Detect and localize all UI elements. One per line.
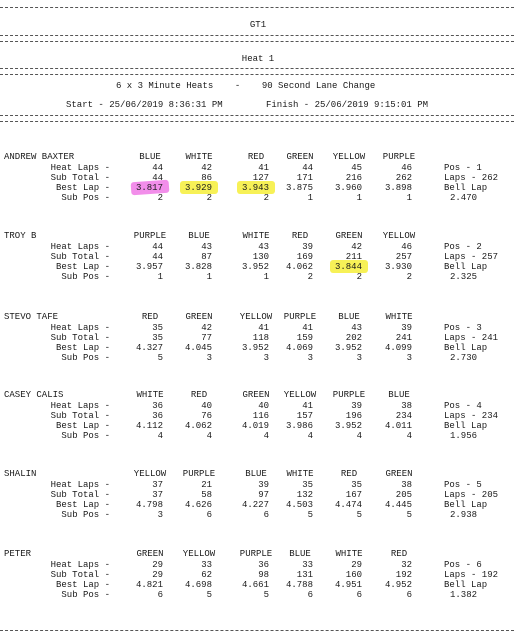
bell-lap-label: Bell Lap bbox=[444, 500, 488, 510]
cell-value: 97 bbox=[258, 490, 269, 500]
driver-name: CASEY CALIS bbox=[4, 390, 64, 400]
cell-value: 3.957 bbox=[135, 262, 163, 272]
row-label: Best Lap - bbox=[55, 183, 110, 193]
cell-value: 4 bbox=[356, 431, 362, 441]
row-label: Sub Pos - bbox=[61, 353, 110, 363]
cell-value: 29 bbox=[351, 560, 362, 570]
heat-title: Heat 1 bbox=[241, 54, 275, 64]
cell-value: 3.952 bbox=[334, 421, 362, 431]
cell-value: 167 bbox=[345, 490, 362, 500]
cell-value: 41 bbox=[258, 323, 269, 333]
lane-header: YELLOW bbox=[332, 152, 366, 162]
bell-lap-value: 2.730 bbox=[450, 353, 478, 363]
cell-value: 86 bbox=[201, 173, 212, 183]
cell-value: 3 bbox=[157, 510, 163, 520]
lane-header: BLUE bbox=[388, 390, 410, 400]
cell-value: 35 bbox=[152, 333, 163, 343]
bell-lap-label: Bell Lap bbox=[444, 343, 488, 353]
cell-value: 169 bbox=[296, 252, 313, 262]
row-label: Heat Laps - bbox=[50, 242, 110, 252]
lane-header: BLUE bbox=[245, 469, 267, 479]
cell-value: 2 bbox=[206, 193, 212, 203]
rule bbox=[0, 68, 514, 69]
row-label: Heat Laps - bbox=[50, 401, 110, 411]
driver-name: TROY B bbox=[4, 231, 37, 241]
cell-value: 2 bbox=[157, 193, 163, 203]
row-label: Sub Pos - bbox=[61, 193, 110, 203]
position: Pos - 4 bbox=[444, 401, 482, 411]
cell-value: 42 bbox=[201, 163, 212, 173]
lane-header: RED bbox=[291, 231, 309, 241]
cell-value: 4.626 bbox=[184, 500, 212, 510]
cell-value: 132 bbox=[296, 490, 313, 500]
cell-value: 3.828 bbox=[184, 262, 212, 272]
lane-header: YELLOW bbox=[283, 390, 317, 400]
cell-value: 6 bbox=[307, 590, 313, 600]
cell-value: 3.929 bbox=[184, 183, 212, 193]
bell-lap-label: Bell Lap bbox=[444, 421, 488, 431]
cell-value: 131 bbox=[296, 570, 313, 580]
cell-value: 3.875 bbox=[285, 183, 313, 193]
rule bbox=[0, 115, 514, 116]
cell-value: 40 bbox=[201, 401, 212, 411]
cell-value: 5 bbox=[307, 510, 313, 520]
lane-header: PURPLE bbox=[182, 469, 216, 479]
lane-header: PURPLE bbox=[382, 152, 416, 162]
cell-value: 211 bbox=[345, 252, 362, 262]
cell-value: 4.952 bbox=[384, 580, 412, 590]
total-laps: Laps - 241 bbox=[444, 333, 499, 343]
lane-header: BLUE bbox=[289, 549, 311, 559]
row-label: Heat Laps - bbox=[50, 480, 110, 490]
cell-value: 3 bbox=[356, 353, 362, 363]
cell-value: 42 bbox=[351, 242, 362, 252]
lane-header: PURPLE bbox=[283, 312, 317, 322]
lane-header: GREEN bbox=[385, 469, 413, 479]
cell-value: 160 bbox=[345, 570, 362, 580]
lane-header: RED bbox=[340, 469, 358, 479]
cell-value: 192 bbox=[395, 570, 412, 580]
lane-header: PURPLE bbox=[239, 549, 273, 559]
lane-header: BLUE bbox=[139, 152, 161, 162]
lane-header: YELLOW bbox=[182, 549, 216, 559]
lane-header: WHITE bbox=[136, 390, 164, 400]
bell-lap-value: 2.938 bbox=[450, 510, 478, 520]
cell-value: 4.445 bbox=[384, 500, 412, 510]
cell-value: 118 bbox=[252, 333, 269, 343]
lane-header: BLUE bbox=[188, 231, 210, 241]
lane-header: PURPLE bbox=[332, 390, 366, 400]
cell-value: 6 bbox=[406, 590, 412, 600]
cell-value: 196 bbox=[345, 411, 362, 421]
cell-value: 116 bbox=[252, 411, 269, 421]
row-label: Sub Pos - bbox=[61, 431, 110, 441]
cell-value: 3.898 bbox=[384, 183, 412, 193]
cell-value: 1 bbox=[263, 272, 269, 282]
cell-value: 6 bbox=[157, 590, 163, 600]
cell-value: 3.960 bbox=[334, 183, 362, 193]
cell-value: 2 bbox=[263, 193, 269, 203]
cell-value: 44 bbox=[152, 252, 163, 262]
cell-value: 257 bbox=[395, 252, 412, 262]
cell-value: 262 bbox=[395, 173, 412, 183]
cell-value: 4.099 bbox=[384, 343, 412, 353]
cell-value: 35 bbox=[351, 480, 362, 490]
cell-value: 130 bbox=[252, 252, 269, 262]
cell-value: 5 bbox=[406, 510, 412, 520]
row-label: Sub Total - bbox=[50, 173, 110, 183]
cell-value: 37 bbox=[152, 490, 163, 500]
cell-value: 1 bbox=[157, 272, 163, 282]
cell-value: 4.474 bbox=[334, 500, 362, 510]
lane-header: WHITE bbox=[286, 469, 314, 479]
cell-value: 41 bbox=[302, 323, 313, 333]
driver-name: SHALIN bbox=[4, 469, 37, 479]
lane-header: RED bbox=[141, 312, 159, 322]
position: Pos - 1 bbox=[444, 163, 482, 173]
lane-header: PURPLE bbox=[133, 231, 167, 241]
cell-value: 159 bbox=[296, 333, 313, 343]
cell-value: 4.503 bbox=[285, 500, 313, 510]
cell-value: 4.011 bbox=[384, 421, 412, 431]
cell-value: 36 bbox=[258, 560, 269, 570]
bell-lap-label: Bell Lap bbox=[444, 580, 488, 590]
lane-header: WHITE bbox=[242, 231, 270, 241]
cell-value: 1 bbox=[307, 193, 313, 203]
cell-value: 33 bbox=[201, 560, 212, 570]
cell-value: 4.951 bbox=[334, 580, 362, 590]
bell-lap-value: 1.382 bbox=[450, 590, 478, 600]
cell-value: 33 bbox=[302, 560, 313, 570]
cell-value: 4.661 bbox=[241, 580, 269, 590]
cell-value: 1 bbox=[206, 272, 212, 282]
cell-value: 44 bbox=[152, 163, 163, 173]
row-label: Best Lap - bbox=[55, 421, 110, 431]
cell-value: 4.821 bbox=[135, 580, 163, 590]
cell-value: 43 bbox=[351, 323, 362, 333]
cell-value: 36 bbox=[152, 401, 163, 411]
cell-value: 39 bbox=[351, 401, 362, 411]
cell-value: 21 bbox=[201, 480, 212, 490]
lane-header: GREEN bbox=[185, 312, 213, 322]
cell-value: 3.952 bbox=[334, 343, 362, 353]
cell-value: 234 bbox=[395, 411, 412, 421]
cell-value: 46 bbox=[401, 242, 412, 252]
rule bbox=[0, 121, 514, 122]
total-laps: Laps - 205 bbox=[444, 490, 499, 500]
cell-value: 157 bbox=[296, 411, 313, 421]
cell-value: 2 bbox=[307, 272, 313, 282]
lane-header: GREEN bbox=[242, 390, 270, 400]
cell-value: 216 bbox=[345, 173, 362, 183]
bell-lap-value: 1.956 bbox=[450, 431, 478, 441]
cell-value: 205 bbox=[395, 490, 412, 500]
cell-value: 3.817 bbox=[135, 183, 163, 193]
row-label: Best Lap - bbox=[55, 580, 110, 590]
lane-header: YELLOW bbox=[382, 231, 416, 241]
lane-header: GREEN bbox=[335, 231, 363, 241]
cell-value: 5 bbox=[356, 510, 362, 520]
lane-header: RED bbox=[247, 152, 265, 162]
heat-format: 6 x 3 Minute Heats - 90 Second Lane Change bbox=[116, 81, 376, 91]
cell-value: 3.844 bbox=[334, 262, 362, 272]
cell-value: 29 bbox=[152, 560, 163, 570]
total-laps: Laps - 257 bbox=[444, 252, 499, 262]
cell-value: 39 bbox=[302, 242, 313, 252]
cell-value: 4.062 bbox=[184, 421, 212, 431]
lane-header: YELLOW bbox=[133, 469, 167, 479]
cell-value: 3.930 bbox=[384, 262, 412, 272]
lane-header: RED bbox=[390, 549, 408, 559]
cell-value: 5 bbox=[263, 590, 269, 600]
cell-value: 241 bbox=[395, 333, 412, 343]
lane-header: WHITE bbox=[335, 549, 363, 559]
cell-value: 4.788 bbox=[285, 580, 313, 590]
cell-value: 4.227 bbox=[241, 500, 269, 510]
row-label: Heat Laps - bbox=[50, 323, 110, 333]
cell-value: 3.986 bbox=[285, 421, 313, 431]
cell-value: 77 bbox=[201, 333, 212, 343]
cell-value: 202 bbox=[345, 333, 362, 343]
row-label: Sub Total - bbox=[50, 490, 110, 500]
bell-lap-value: 2.325 bbox=[450, 272, 478, 282]
cell-value: 4 bbox=[263, 431, 269, 441]
cell-value: 4.327 bbox=[135, 343, 163, 353]
lane-header: BLUE bbox=[338, 312, 360, 322]
bottom-rule bbox=[0, 630, 514, 631]
cell-value: 38 bbox=[401, 480, 412, 490]
cell-value: 41 bbox=[258, 163, 269, 173]
lane-header: GREEN bbox=[286, 152, 314, 162]
cell-value: 4.069 bbox=[285, 343, 313, 353]
cell-value: 5 bbox=[206, 590, 212, 600]
driver-name: PETER bbox=[4, 549, 32, 559]
bell-lap-label: Bell Lap bbox=[444, 262, 488, 272]
top-rule bbox=[0, 7, 514, 8]
cell-value: 5 bbox=[157, 353, 163, 363]
cell-value: 127 bbox=[252, 173, 269, 183]
cell-value: 41 bbox=[302, 401, 313, 411]
lane-header: YELLOW bbox=[239, 312, 273, 322]
position: Pos - 3 bbox=[444, 323, 482, 333]
row-label: Sub Total - bbox=[50, 333, 110, 343]
cell-value: 87 bbox=[201, 252, 212, 262]
row-label: Best Lap - bbox=[55, 343, 110, 353]
cell-value: 37 bbox=[152, 480, 163, 490]
lane-header: RED bbox=[190, 390, 208, 400]
cell-value: 3.952 bbox=[241, 262, 269, 272]
cell-value: 35 bbox=[302, 480, 313, 490]
cell-value: 1 bbox=[406, 193, 412, 203]
cell-value: 4.019 bbox=[241, 421, 269, 431]
cell-value: 171 bbox=[296, 173, 313, 183]
cell-value: 36 bbox=[152, 411, 163, 421]
cell-value: 4.698 bbox=[184, 580, 212, 590]
cell-value: 38 bbox=[401, 401, 412, 411]
cell-value: 6 bbox=[206, 510, 212, 520]
row-label: Sub Pos - bbox=[61, 272, 110, 282]
driver-name: ANDREW BAXTER bbox=[4, 152, 75, 162]
lane-header: WHITE bbox=[185, 152, 213, 162]
cell-value: 3 bbox=[206, 353, 212, 363]
cell-value: 39 bbox=[258, 480, 269, 490]
bell-lap-label: Bell Lap bbox=[444, 183, 488, 193]
cell-value: 35 bbox=[152, 323, 163, 333]
cell-value: 3 bbox=[406, 353, 412, 363]
cell-value: 3.943 bbox=[241, 183, 269, 193]
cell-value: 4 bbox=[157, 431, 163, 441]
lane-header: WHITE bbox=[385, 312, 413, 322]
cell-value: 45 bbox=[351, 163, 362, 173]
page-title: GT1 bbox=[249, 20, 267, 30]
driver-name: STEVO TAFE bbox=[4, 312, 59, 322]
row-label: Heat Laps - bbox=[50, 163, 110, 173]
rule bbox=[0, 35, 514, 36]
cell-value: 3 bbox=[307, 353, 313, 363]
cell-value: 2 bbox=[406, 272, 412, 282]
row-label: Sub Total - bbox=[50, 411, 110, 421]
rule bbox=[0, 74, 514, 75]
cell-value: 44 bbox=[302, 163, 313, 173]
cell-value: 43 bbox=[201, 242, 212, 252]
cell-value: 58 bbox=[201, 490, 212, 500]
cell-value: 6 bbox=[356, 590, 362, 600]
row-label: Best Lap - bbox=[55, 262, 110, 272]
cell-value: 39 bbox=[401, 323, 412, 333]
position: Pos - 6 bbox=[444, 560, 482, 570]
row-label: Heat Laps - bbox=[50, 560, 110, 570]
cell-value: 44 bbox=[152, 242, 163, 252]
bell-lap-value: 2.470 bbox=[450, 193, 478, 203]
cell-value: 4 bbox=[307, 431, 313, 441]
cell-value: 3 bbox=[263, 353, 269, 363]
cell-value: 1 bbox=[356, 193, 362, 203]
total-laps: Laps - 234 bbox=[444, 411, 499, 421]
finish-time: Finish - 25/06/2019 9:15:01 PM bbox=[266, 100, 429, 110]
lane-header: GREEN bbox=[136, 549, 164, 559]
cell-value: 29 bbox=[152, 570, 163, 580]
cell-value: 76 bbox=[201, 411, 212, 421]
cell-value: 40 bbox=[258, 401, 269, 411]
rule bbox=[0, 41, 514, 42]
cell-value: 4.062 bbox=[285, 262, 313, 272]
cell-value: 44 bbox=[152, 173, 163, 183]
position: Pos - 2 bbox=[444, 242, 482, 252]
cell-value: 43 bbox=[258, 242, 269, 252]
cell-value: 4.045 bbox=[184, 343, 212, 353]
total-laps: Laps - 262 bbox=[444, 173, 499, 183]
cell-value: 3.952 bbox=[241, 343, 269, 353]
position: Pos - 5 bbox=[444, 480, 482, 490]
total-laps: Laps - 192 bbox=[444, 570, 499, 580]
cell-value: 6 bbox=[263, 510, 269, 520]
cell-value: 32 bbox=[401, 560, 412, 570]
cell-value: 62 bbox=[201, 570, 212, 580]
cell-value: 98 bbox=[258, 570, 269, 580]
cell-value: 4 bbox=[206, 431, 212, 441]
row-label: Best Lap - bbox=[55, 500, 110, 510]
cell-value: 4.112 bbox=[135, 421, 163, 431]
cell-value: 4 bbox=[406, 431, 412, 441]
cell-value: 42 bbox=[201, 323, 212, 333]
start-time: Start - 25/06/2019 8:36:31 PM bbox=[66, 100, 223, 110]
row-label: Sub Total - bbox=[50, 252, 110, 262]
row-label: Sub Pos - bbox=[61, 510, 110, 520]
cell-value: 4.798 bbox=[135, 500, 163, 510]
cell-value: 2 bbox=[356, 272, 362, 282]
row-label: Sub Pos - bbox=[61, 590, 110, 600]
row-label: Sub Total - bbox=[50, 570, 110, 580]
cell-value: 46 bbox=[401, 163, 412, 173]
